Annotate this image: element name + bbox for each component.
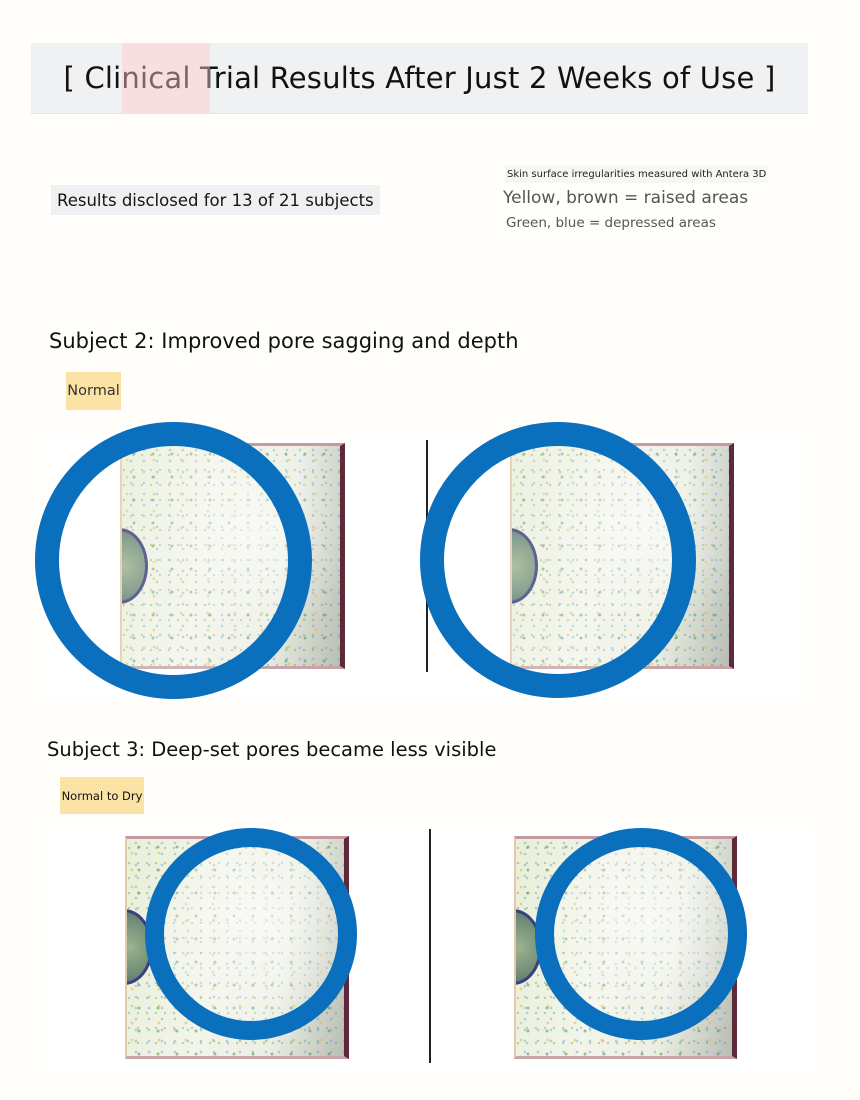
subject-3-after-highlight-circle bbox=[535, 828, 747, 1040]
disclosure-note: Results disclosed for 13 of 21 subjects bbox=[51, 185, 380, 215]
subject-3-skin-type: Normal to Dry bbox=[60, 777, 144, 814]
page-title: [ Clinical Trial Results After Just 2 Weeks of Use ] bbox=[63, 61, 776, 95]
legend-depressed: Green, blue = depressed areas bbox=[506, 215, 716, 231]
measurement-method: Skin surface irregularities measured with Antera 3D bbox=[505, 165, 768, 183]
legend-raised: Yellow, brown = raised areas bbox=[503, 188, 749, 208]
subject-3-title: Subject 3: Deep-set pores became less visible bbox=[47, 738, 497, 761]
subject-2-after-highlight-circle bbox=[420, 422, 696, 698]
subject-2-title: Subject 2: Improved pore sagging and depth bbox=[49, 329, 519, 353]
before-after-divider bbox=[429, 829, 431, 1063]
title-highlight bbox=[122, 43, 210, 113]
subject-3-before-highlight-circle bbox=[145, 828, 357, 1040]
subject-2-before-highlight-circle bbox=[35, 422, 312, 699]
subject-2-skin-type: Normal bbox=[66, 372, 121, 410]
